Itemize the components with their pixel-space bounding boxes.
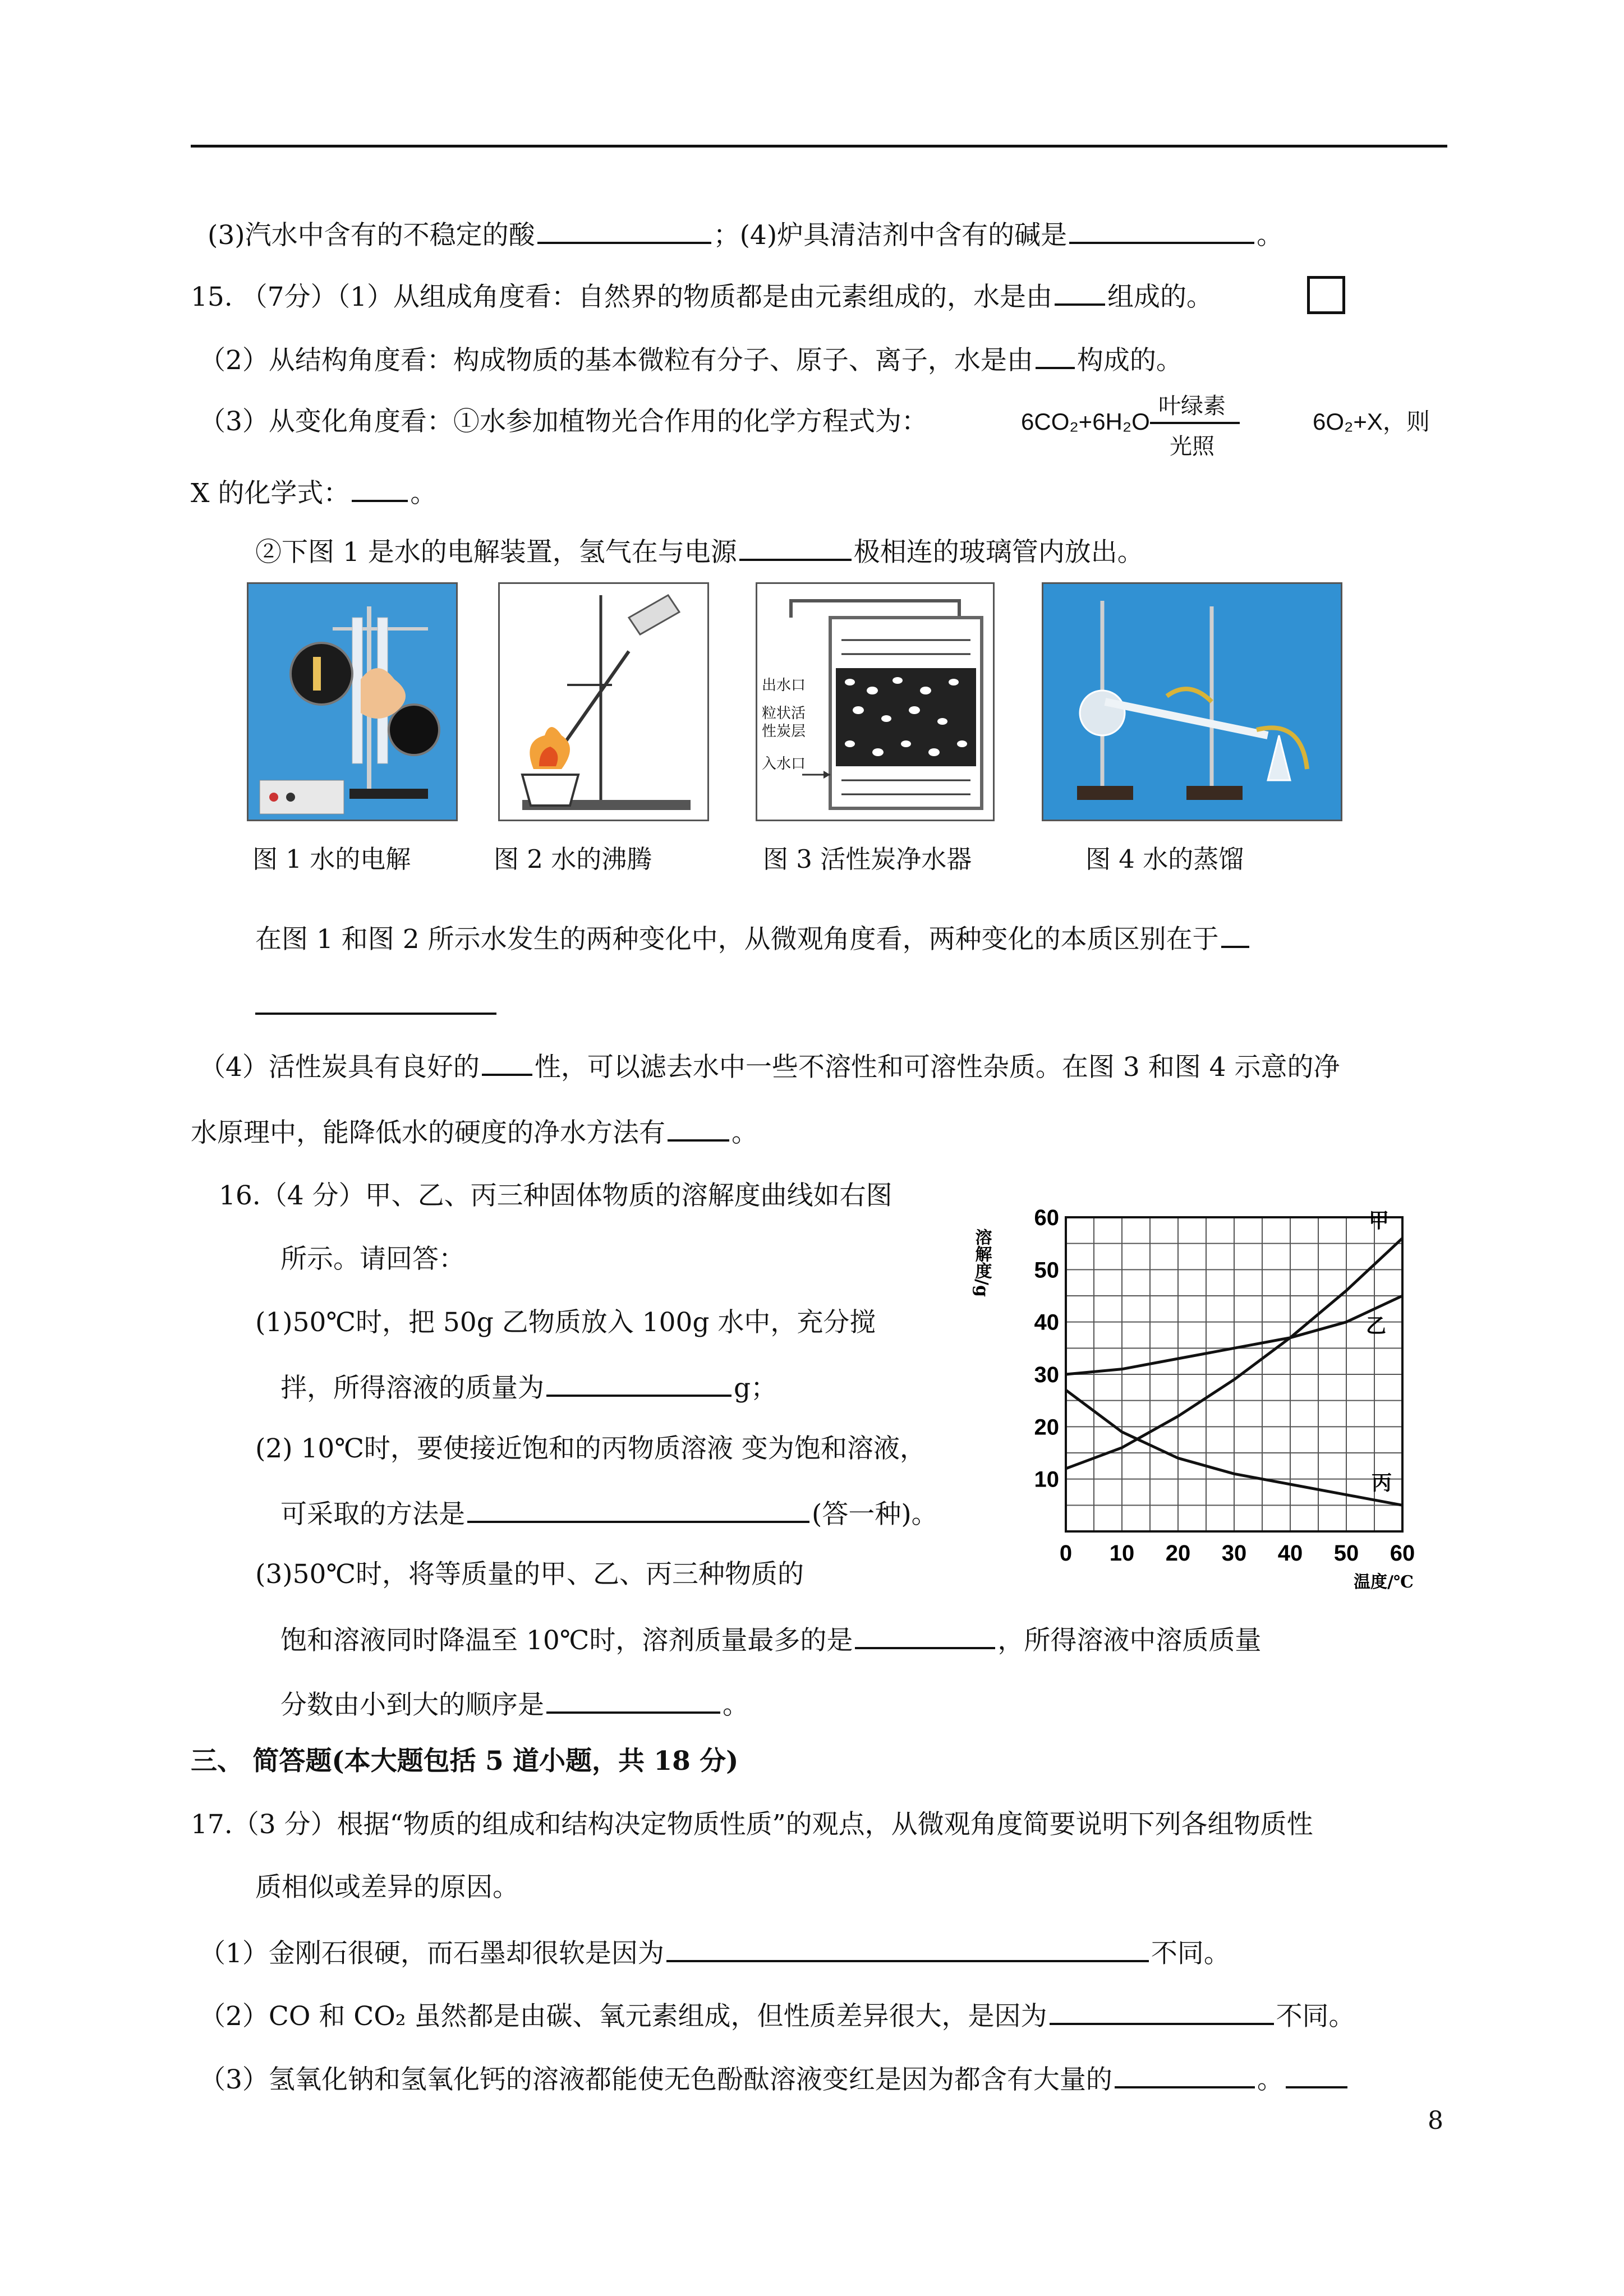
x-tick-label: 50 [1333,1541,1359,1566]
q16-line-4 [280,1369,777,1405]
q17-line-4 [199,1997,1355,2033]
q15-part3b [191,474,436,510]
answer-blank[interactable] [1286,2060,1347,2088]
q17-line-2: 质相似或差异的原因。 [255,1872,519,1903]
figure-1-electrolysis [247,582,458,821]
q15-p2-end: 构成的。 [1076,345,1183,376]
fig3-outlet-label: 出水口 [762,677,806,694]
q17-l3-text: （1）金刚石很硬，而石墨却很软是因为 [199,1938,664,1969]
y-tick-label: 20 [1034,1415,1059,1440]
q16-line-5: (2) 10℃时，要使接近饱和的丙物质溶液 变为饱和溶液， [255,1433,926,1464]
answer-blank[interactable] [1115,2060,1255,2088]
figure-4-caption: 图 4 水的蒸馏 [1085,844,1244,874]
q15-head-end: 组成的。 [1107,282,1213,312]
q16-line-6 [280,1495,938,1531]
series-label: 甲 [1369,1209,1390,1232]
q17-line-5 [199,2060,1350,2097]
y-tick-label: 50 [1034,1258,1059,1283]
q16-line-3: (1)50℃时，把 50g 乙物质放入 100g 水中，充分搅 [255,1307,876,1338]
q16-line-9 [280,1686,749,1722]
answer-blank-long[interactable] [255,1013,496,1015]
figure-2-caption: 图 2 水的沸腾 [494,844,652,874]
answer-blank[interactable] [1055,278,1105,306]
series-label: 丙 [1372,1471,1392,1495]
y-tick-label: 30 [1034,1363,1059,1387]
q17-l5-text: （3）氢氧化钠和氢氧化钙的溶液都能使无色酚酞溶液变红是因为都含有大量的 [199,2064,1112,2095]
fig3-layer-label-1: 粒状活 [762,705,806,722]
answer-blank[interactable] [467,1495,809,1523]
q15-part2 [199,341,1183,378]
q16-l4-text: 拌，所得溶液的质量为 [280,1373,544,1404]
solubility-chart [972,1205,1425,1599]
answer-blank[interactable] [546,1686,720,1714]
q16-l8-text: 饱和溶液同时降温至 10℃时，溶剂质量最多的是 [280,1625,853,1656]
score-box[interactable] [1307,276,1345,314]
q17-line-1: 17.（3 分）根据“物质的组成和结构决定物质性质”的观点，从微观角度简要说明下列各组物质性 [191,1809,1313,1840]
q16-line-1: 16.（4 分）甲、乙、丙三种固体物质的溶解度曲线如右图 [219,1180,892,1211]
figure-3-caption: 图 3 活性炭净水器 [763,844,972,874]
answer-blank[interactable] [546,1369,732,1397]
figure-3-carbon-purifier [756,582,995,821]
q16-line-7: (3)50℃时，将等质量的甲、乙、丙三种物质的 [255,1559,804,1590]
answer-blank[interactable] [855,1621,995,1649]
page-number: 8 [1428,2106,1443,2135]
answer-blank[interactable] [1036,341,1075,369]
q15-part6 [199,1048,1340,1084]
q15-p6-text: （4）活性炭具有良好的 [199,1052,480,1083]
q15-head [191,278,1213,314]
answer-blank[interactable] [1221,920,1249,948]
equation-arrow-line [1150,422,1240,424]
q15-p7-text: 水原理中，能降低水的硬度的净水方法有 [191,1117,665,1148]
q14-part4: ；(4)炉具清洁剂中含有的碱是 [713,220,1068,251]
q15-p6-mid: 性，可以滤去水中一些不溶性和可溶性杂质。在图 3 和图 4 示意的净 [534,1052,1340,1083]
equation-condition-bottom: 光照 [1170,434,1214,459]
figure-4-distillation [1042,582,1342,821]
q15-p7-end: 。 [732,1117,758,1148]
figure-2-boiling [498,582,709,821]
q16-l9-end: 。 [723,1690,749,1720]
q16-l6-end: (答一种)。 [812,1499,938,1530]
y-axis-label: 溶解度/g [972,1228,992,1297]
answer-blank[interactable] [668,1114,729,1142]
q15-p5-text: 在图 1 和图 2 所示水发生的两种变化中，从微观角度看，两种变化的本质区别在于 [255,924,1219,955]
x-tick-label: 20 [1165,1541,1191,1566]
answer-blank[interactable] [537,216,711,244]
x-tick-label: 0 [1059,1541,1073,1566]
x-tick-label: 30 [1221,1541,1247,1566]
figure-1-caption: 图 1 水的电解 [252,844,411,874]
q15-p3b-end: 。 [410,478,437,509]
x-tick-label: 60 [1390,1541,1415,1566]
answer-blank[interactable] [482,1048,532,1076]
q16-line-8 [280,1621,1261,1658]
q17-line-3 [199,1934,1230,1971]
q15-part4 [255,533,1144,569]
q15-part7 [191,1114,758,1150]
q14-end: 。 [1257,220,1283,251]
x-axis-label: 温度/℃ [1354,1572,1414,1592]
answer-blank[interactable] [1050,1997,1274,2025]
q17-l5-end: 。 [1257,2064,1283,2095]
q14-line [208,216,1283,252]
answer-blank[interactable] [1069,216,1254,244]
y-tick-label: 10 [1034,1467,1059,1492]
q15-part5 [255,920,1252,956]
section-3-heading: 三、 简答题(本大题包括 5 道小题，共 18 分) [191,1746,739,1777]
answer-blank[interactable] [739,533,852,561]
equation-right: 6O₂+X，则 [1313,408,1430,435]
fig3-inlet-label: 入水口 [762,756,806,772]
series-label: 乙 [1366,1314,1387,1338]
q15-p4-text: ②下图 1 是水的电解装置，氢气在与电源 [255,537,737,568]
equation-left: 6CO₂+6H₂O [1021,408,1150,435]
q15-p3b-text: X 的化学式： [191,478,350,509]
answer-blank[interactable] [352,474,408,502]
q16-l8-end: ，所得溶液中溶质质量 [997,1625,1262,1656]
x-tick-label: 10 [1109,1541,1135,1566]
header-rule [191,145,1447,148]
q16-l4-end: g； [734,1373,778,1404]
y-tick-label: 60 [1034,1205,1059,1230]
q15-part3 [199,405,928,439]
answer-blank[interactable] [666,1934,1149,1962]
q15-p4-end: 极相连的玻璃管内放出。 [853,537,1144,568]
equation-condition-top: 叶绿素 [1158,393,1226,419]
q14-part3: (3)汽水中含有的不稳定的酸 [208,220,535,251]
fig3-layer-label-2: 性炭层 [762,723,806,740]
y-tick-label: 40 [1034,1310,1059,1335]
q17-l4-text: （2）CO 和 CO₂ 虽然都是由碳、氧元素组成，但性质差异很大，是因为 [199,2001,1047,2032]
q15-p3-text: （3）从变化角度看：①水参加植物光合作用的化学方程式为： [199,406,928,437]
q15-head-text: 15. （7分）（1）从组成角度看：自然界的物质都是由元素组成的，水是由 [191,282,1052,312]
q17-l4-end: 不同。 [1276,2001,1355,2032]
q16-l9-text: 分数由小到大的顺序是 [280,1690,544,1720]
x-tick-label: 40 [1277,1541,1303,1566]
q15-p2-text: （2）从结构角度看：构成物质的基本微粒有分子、原子、离子，水是由 [199,345,1033,376]
q17-l3-end: 不同。 [1151,1938,1230,1969]
q16-l6-text: 可采取的方法是 [280,1499,465,1530]
q16-line-2: 所示。请回答： [280,1244,465,1274]
